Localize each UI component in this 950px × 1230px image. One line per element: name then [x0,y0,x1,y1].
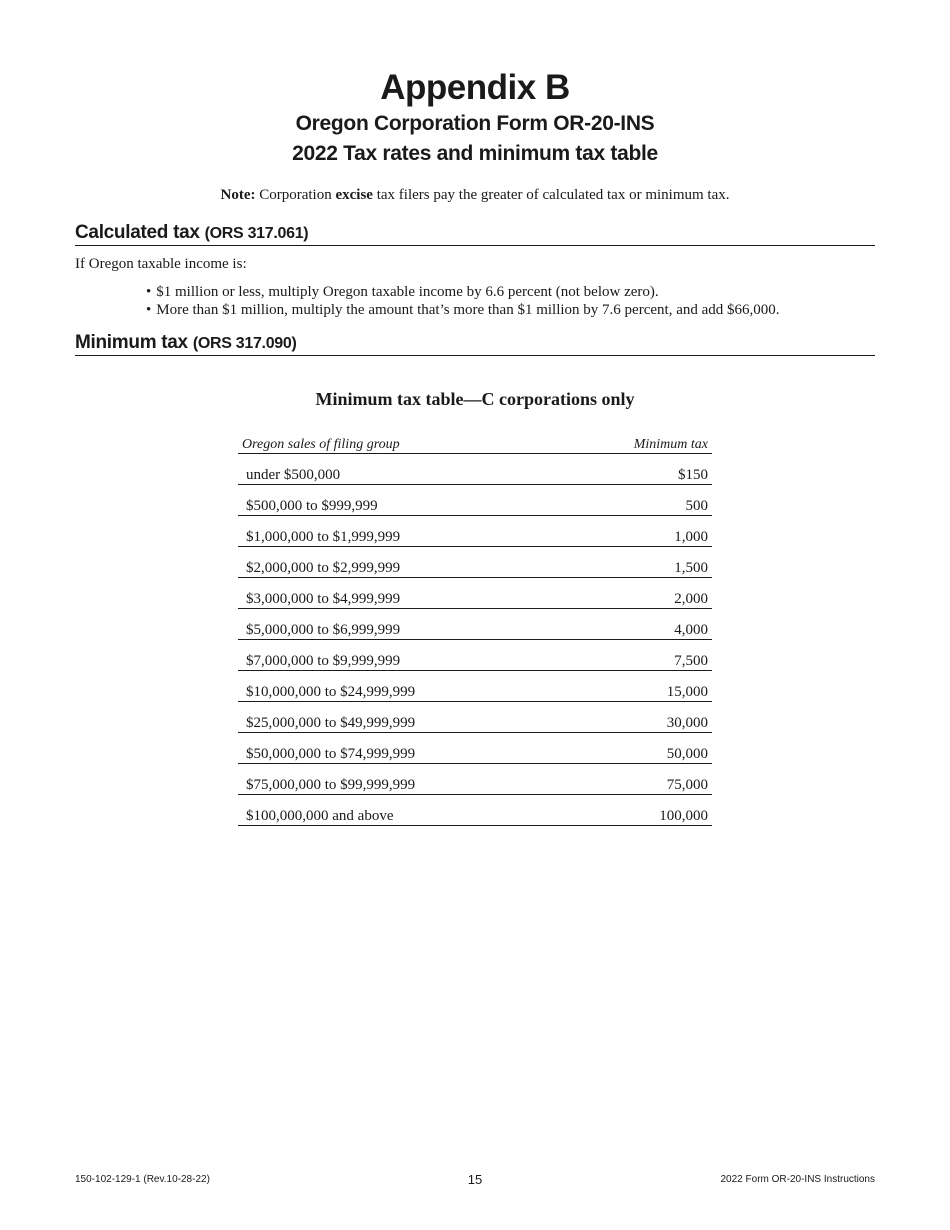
sales-range-cell: $75,000,000 to $99,999,999 [238,764,564,795]
form-number: 150-102-129-1 (Rev.10-28-22) [75,1174,210,1185]
minimum-tax-cell: 15,000 [564,671,712,702]
minimum-tax-cell: $150 [564,454,712,485]
sales-range-cell: $3,000,000 to $4,999,999 [238,578,564,609]
sales-range-cell: $2,000,000 to $2,999,999 [238,547,564,578]
sales-range-cell: $50,000,000 to $74,999,999 [238,733,564,764]
table-row [238,733,712,764]
table-row [238,516,712,547]
minimum-tax-cell: 30,000 [564,702,712,733]
minimum-tax-cell: 1,500 [564,547,712,578]
document-name: 2022 Form OR-20-INS Instructions [720,1174,875,1185]
table-row [238,578,712,609]
bullet-item: • $1 million or less, multiply Oregon taxable income by 6.6 percent (not below zero). [146,283,780,301]
note-text-2: tax filers pay the greater of calculated tax or minimum tax. [372,187,730,203]
sales-range-cell: $10,000,000 to $24,999,999 [238,671,564,702]
minimum-tax-cell: 500 [564,485,712,516]
page-title: Appendix B [380,68,570,107]
table-row [238,671,712,702]
sales-range-cell: $25,000,000 to $49,999,999 [238,702,564,733]
column-header-minimum-tax: Minimum tax [564,432,712,454]
minimum-tax-cell: 1,000 [564,516,712,547]
sales-range-cell: $100,000,000 and above [238,795,564,826]
minimum-tax-table [238,432,712,826]
table-row [238,795,712,826]
minimum-tax-table-title: Minimum tax table—C corporations only [315,389,635,409]
table-row [238,454,712,485]
calculated-tax-reference: (ORS 317.061) [204,225,309,242]
minimum-tax-heading-text: Minimum tax [75,332,188,353]
page-number: 15 [467,1172,483,1187]
note-paragraph [0,187,950,204]
calculated-tax-intro: If Oregon taxable income is: [75,256,247,272]
table-row [238,609,712,640]
sales-range-cell: $1,000,000 to $1,999,999 [238,516,564,547]
calculated-tax-heading-text: Calculated tax [75,222,200,243]
note-emphasis: excise [335,187,373,203]
table-row [238,485,712,516]
sales-range-cell: under $500,000 [238,454,564,485]
bullet-item: • More than $1 million, multiply the amount that’s more than $1 million by 7.6 percent, and add $66,000. [146,301,780,319]
table-row [238,764,712,795]
sales-range-cell: $7,000,000 to $9,999,999 [238,640,564,671]
calculated-tax-bullets [146,283,780,319]
sales-range-cell: $500,000 to $999,999 [238,485,564,516]
calculated-tax-heading [75,222,875,246]
note-text-1: Corporation [255,187,336,203]
column-header-sales: Oregon sales of filing group [238,432,564,454]
minimum-tax-heading [75,332,875,356]
minimum-tax-cell: 75,000 [564,764,712,795]
minimum-tax-cell: 50,000 [564,733,712,764]
minimum-tax-reference: (ORS 317.090) [192,335,297,352]
table-row [238,640,712,671]
table-row [238,547,712,578]
minimum-tax-cell: 100,000 [564,795,712,826]
minimum-tax-cell: 2,000 [564,578,712,609]
sales-range-cell: $5,000,000 to $6,999,999 [238,609,564,640]
tax-year-subtitle: 2022 Tax rates and minimum tax table [292,142,658,165]
table-row [238,702,712,733]
note-label: Note: [220,187,256,203]
form-subtitle: Oregon Corporation Form OR-20-INS [295,112,655,135]
minimum-tax-cell: 4,000 [564,609,712,640]
minimum-tax-cell: 7,500 [564,640,712,671]
table-header-row [238,432,712,454]
